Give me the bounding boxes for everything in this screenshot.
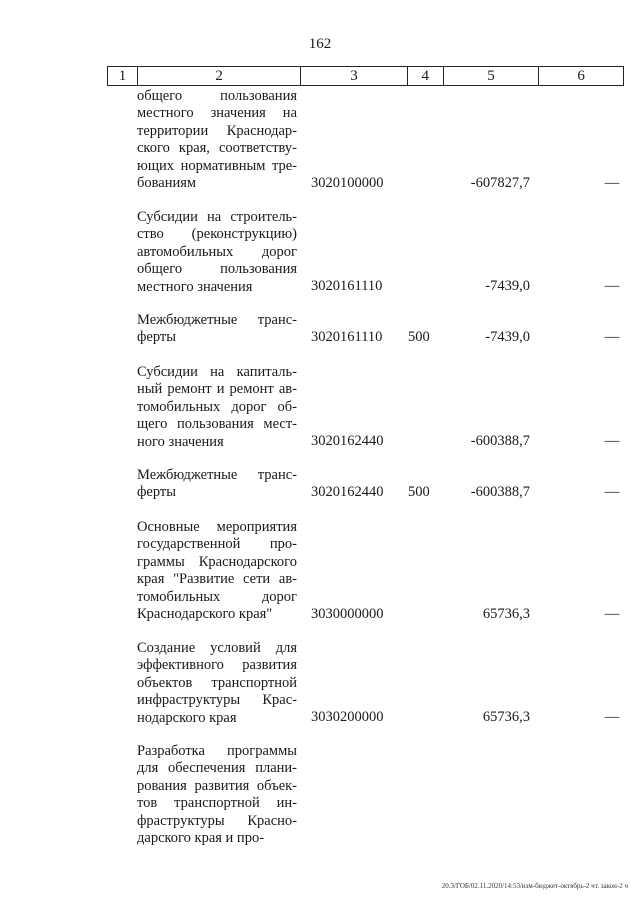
header-col-3: 3 <box>301 67 408 85</box>
desc-line: территории Краснодар- <box>137 122 297 139</box>
desc-line: эффективного развития <box>137 657 297 674</box>
desc-line: нодарского края <box>137 709 237 726</box>
row-code: 3020162440 <box>311 433 384 449</box>
row-description <box>137 364 297 451</box>
row-description <box>137 467 297 502</box>
row-code: 3030200000 <box>311 709 384 725</box>
row-col6: — <box>604 278 620 294</box>
row-description <box>137 312 297 347</box>
desc-line: государственной про- <box>137 536 297 553</box>
row-col6: — <box>604 329 620 345</box>
row-code: 3030000000 <box>311 606 384 622</box>
desc-line: ферты <box>137 484 176 501</box>
desc-line: инфраструктуры Крас- <box>137 692 297 709</box>
desc-line: Субсидии на строитель- <box>137 209 297 225</box>
row-amount: -7439,0 <box>485 329 530 345</box>
desc-line: ферты <box>137 329 176 346</box>
desc-line: томобильных дорог <box>137 588 297 605</box>
document-footer: 20.3/ГОБ/02.11.2020/14:53/изм-бюджет-октябрь-2 чт. закон-2 ч <box>441 882 628 890</box>
desc-line: автомобильных дорог <box>137 243 297 260</box>
row-vr: 500 <box>408 484 430 500</box>
desc-line: ного значения <box>137 433 224 450</box>
row-col6: — <box>604 484 620 500</box>
row-amount: -600388,7 <box>470 433 530 449</box>
desc-line: объектов транспортной <box>137 674 297 691</box>
desc-line: щего пользования мест- <box>137 416 297 433</box>
row-amount: -607827,7 <box>470 175 530 191</box>
row-code: 3020162440 <box>311 484 384 500</box>
desc-line: Создание условий для <box>137 640 297 656</box>
header-col-5: 5 <box>444 67 540 85</box>
desc-line: рования развития объек- <box>137 777 297 794</box>
row-amount: -7439,0 <box>485 278 530 294</box>
desc-line: Разработка программы <box>137 743 297 759</box>
desc-line: томобильных дорог об- <box>137 398 297 415</box>
desc-line: дарского края и про- <box>137 830 265 847</box>
desc-line: бованиям <box>137 175 197 192</box>
row-description <box>137 209 297 296</box>
desc-line: общего пользования <box>137 261 297 278</box>
row-code: 3020161110 <box>311 329 383 345</box>
desc-line: фраструктуры Красно- <box>137 812 297 829</box>
desc-line: тов транспортной ин- <box>137 795 297 812</box>
desc-line: края "Развитие сети ав- <box>137 571 297 588</box>
header-col-1: 1 <box>108 67 138 85</box>
row-vr: 500 <box>408 329 430 345</box>
row-col6: — <box>604 433 620 449</box>
row-description <box>137 519 297 623</box>
desc-line: для обеспечения плани- <box>137 760 297 777</box>
desc-line: ство (реконструкцию) <box>137 226 297 243</box>
desc-line: Межбюджетные транс- <box>137 312 297 328</box>
row-amount: 65736,3 <box>482 709 530 725</box>
row-col6: — <box>604 606 620 622</box>
row-code: 3020100000 <box>311 175 384 191</box>
row-description <box>137 743 297 847</box>
desc-line: общего пользования <box>137 88 297 104</box>
desc-line: граммы Краснодарского <box>137 553 297 570</box>
desc-line: Межбюджетные транс- <box>137 467 297 483</box>
row-description <box>137 640 297 727</box>
row-amount: -600388,7 <box>470 484 530 500</box>
header-col-4: 4 <box>408 67 444 85</box>
page-number: 162 <box>308 36 332 52</box>
row-col6: — <box>604 709 620 725</box>
header-col-6: 6 <box>577 68 585 84</box>
desc-line: ный ремонт и ремонт ав- <box>137 381 297 398</box>
desc-line: местного значения на <box>137 105 297 122</box>
row-col6: — <box>604 175 620 191</box>
header-col-2: 2 <box>138 67 301 85</box>
table-header <box>107 66 624 86</box>
row-code: 3020161110 <box>311 278 383 294</box>
desc-line: местного значения <box>137 278 253 295</box>
desc-line: Основные мероприятия <box>137 519 297 535</box>
desc-line: ского края, соответству- <box>137 140 297 157</box>
desc-line: Краснодарского края" <box>137 606 273 623</box>
desc-line: ющих нормативным тре- <box>137 157 297 174</box>
desc-line: Субсидии на капиталь- <box>137 364 297 380</box>
row-description <box>137 88 297 192</box>
row-amount: 65736,3 <box>482 606 530 622</box>
